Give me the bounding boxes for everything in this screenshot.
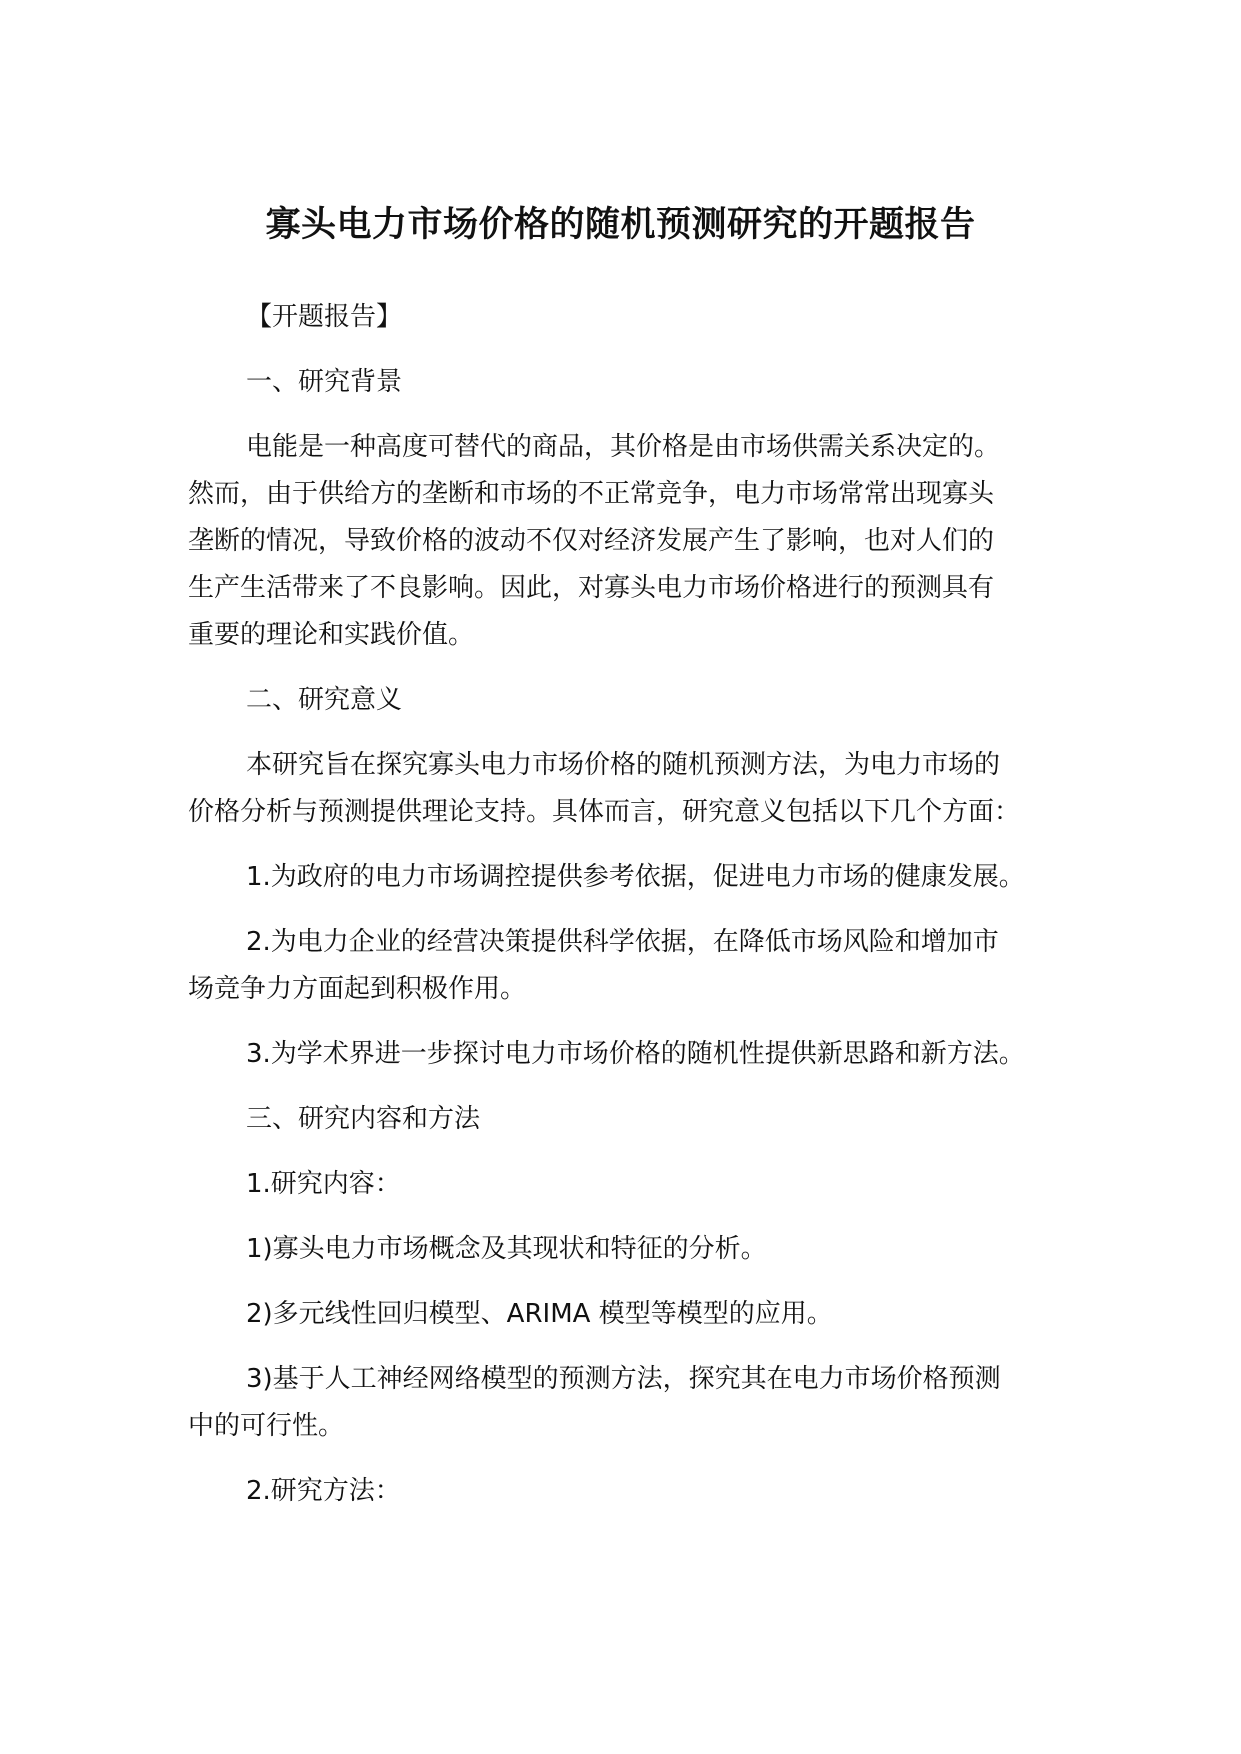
document-title: 寡头电力市场价格的随机预测研究的开题报告 xyxy=(265,205,976,246)
text-line: 然而，由于供给方的垄断和市场的不正常竞争，电力市场常常出现寡头 xyxy=(188,479,995,509)
text-line: 【开题报告】 xyxy=(246,302,403,332)
text-line: 电能是一种高度可替代的商品，其价格是由市场供需关系决定的。 xyxy=(246,432,1001,462)
list-item xyxy=(188,854,1088,901)
text-line: 1)寡头电力市场概念及其现状和特征的分析。 xyxy=(246,1234,767,1264)
text-line: 生产生活带来了不良影响。因此，对寡头电力市场价格进行的预测具有 xyxy=(188,573,995,603)
document-body xyxy=(188,294,1088,1533)
list-item xyxy=(188,1226,1088,1273)
paragraph-background xyxy=(188,424,1088,659)
heading-research-content-methods xyxy=(188,1096,1088,1143)
subheading-research-content xyxy=(188,1161,1088,1208)
text-line: 一、研究背景 xyxy=(246,367,403,397)
section-label xyxy=(188,294,1088,341)
text-line: 中的可行性。 xyxy=(188,1411,345,1441)
text-line: 本研究旨在探究寡头电力市场价格的随机预测方法，为电力市场的 xyxy=(246,750,1001,780)
heading-research-significance xyxy=(188,677,1088,724)
text-line: 重要的理论和实践价值。 xyxy=(188,620,475,650)
text-line: 场竞争力方面起到积极作用。 xyxy=(188,974,527,1004)
text-line: 3.为学术界进一步探讨电力市场价格的随机性提供新思路和新方法。 xyxy=(246,1039,1025,1069)
text-line: 2.研究方法： xyxy=(246,1476,401,1506)
heading-research-background xyxy=(188,359,1088,406)
list-item xyxy=(188,1356,1088,1450)
subheading-research-methods xyxy=(188,1468,1088,1515)
text-line: 2)多元线性回归模型、ARIMA 模型等模型的应用。 xyxy=(246,1299,833,1329)
text-line: 2.为电力企业的经营决策提供科学依据，在降低市场风险和增加市 xyxy=(246,927,999,957)
text-line: 二、研究意义 xyxy=(246,685,403,715)
list-item xyxy=(188,1291,1088,1338)
list-item xyxy=(188,919,1088,1013)
text-line: 垄断的情况，导致价格的波动不仅对经济发展产生了影响，也对人们的 xyxy=(188,526,995,556)
list-item xyxy=(188,1031,1088,1078)
text-line: 三、研究内容和方法 xyxy=(246,1104,481,1134)
paragraph-significance xyxy=(188,742,1088,836)
text-line: 1.研究内容： xyxy=(246,1169,401,1199)
text-line: 1.为政府的电力市场调控提供参考依据，促进电力市场的健康发展。 xyxy=(246,862,1025,892)
text-line: 价格分析与预测提供理论支持。具体而言，研究意义包括以下几个方面： xyxy=(188,797,1021,827)
text-line: 3)基于人工神经网络模型的预测方法，探究其在电力市场价格预测 xyxy=(246,1364,1001,1394)
